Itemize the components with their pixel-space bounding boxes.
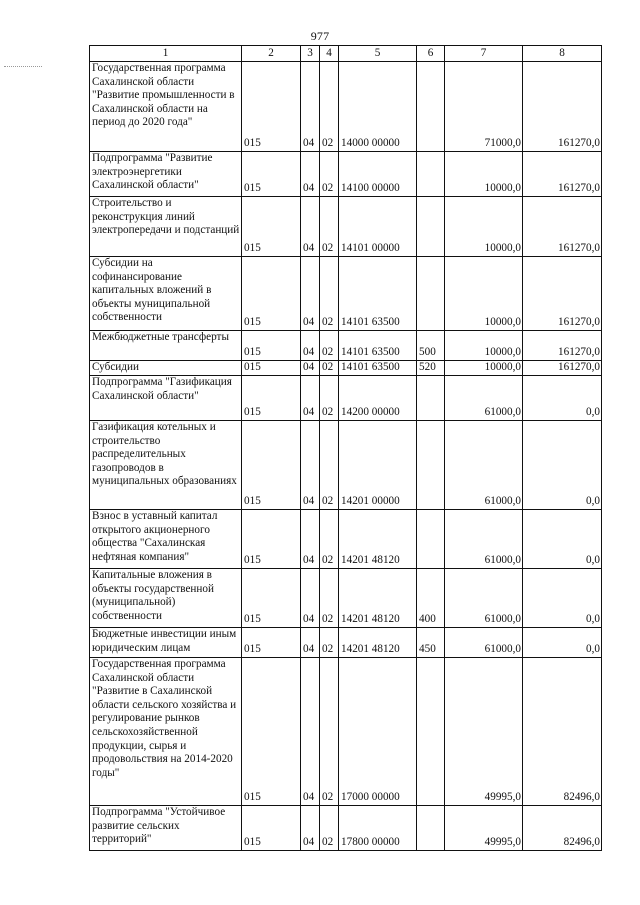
row-code-4: 02 (320, 510, 339, 569)
row-value-7: 49995,0 (445, 658, 523, 806)
table-row (90, 569, 602, 628)
row-code-2: 015 (242, 421, 301, 510)
row-name: Межбюджетные трансферты (90, 331, 242, 361)
row-code-6 (417, 62, 445, 152)
row-name: Газификация котельных и строительство распределительных газопроводов в муниципальных образованиях (90, 421, 242, 510)
row-code-4: 02 (320, 569, 339, 628)
row-code-3: 04 (301, 806, 320, 851)
row-code-3: 04 (301, 569, 320, 628)
row-code-6 (417, 152, 445, 197)
row-code-4: 02 (320, 62, 339, 152)
row-code-2: 015 (242, 62, 301, 152)
row-code-4: 02 (320, 257, 339, 331)
table-row (90, 62, 602, 152)
row-code-6 (417, 510, 445, 569)
row-code-2: 015 (242, 331, 301, 361)
row-code-6 (417, 376, 445, 421)
row-code-5: 14100 00000 (339, 152, 417, 197)
row-name: Бюджетные инвестиции иным юридическим лицам (90, 628, 242, 658)
row-value-8: 0,0 (523, 421, 602, 510)
col-header-6: 6 (417, 46, 445, 62)
col-header-8: 8 (523, 46, 602, 62)
row-code-3: 04 (301, 421, 320, 510)
row-value-7: 49995,0 (445, 806, 523, 851)
row-code-4: 02 (320, 197, 339, 257)
row-code-2: 015 (242, 806, 301, 851)
page-number: 977 (310, 29, 330, 43)
row-code-5: 14101 63500 (339, 257, 417, 331)
row-value-7: 61000,0 (445, 569, 523, 628)
row-code-5: 14101 00000 (339, 197, 417, 257)
row-name: Взнос в уставный капитал открытого акционерного общества "Сахалинская нефтяная компания" (90, 510, 242, 569)
row-code-4: 02 (320, 361, 339, 376)
row-code-4: 02 (320, 628, 339, 658)
row-value-8: 0,0 (523, 376, 602, 421)
row-name: Подпрограмма "Газификация Сахалинской области" (90, 376, 242, 421)
row-value-7: 10000,0 (445, 152, 523, 197)
row-code-3: 04 (301, 510, 320, 569)
row-code-3: 04 (301, 331, 320, 361)
row-value-7: 10000,0 (445, 197, 523, 257)
row-code-2: 015 (242, 361, 301, 376)
row-code-3: 04 (301, 197, 320, 257)
row-code-5: 17800 00000 (339, 806, 417, 851)
row-code-2: 015 (242, 569, 301, 628)
row-code-6: 520 (417, 361, 445, 376)
row-code-3: 04 (301, 62, 320, 152)
row-value-8: 161270,0 (523, 197, 602, 257)
row-code-6 (417, 257, 445, 331)
row-value-8: 161270,0 (523, 331, 602, 361)
row-name: Государственная программа Сахалинской области "Развитие в Сахалинской области сельского хозяйства и регулирование рынков сельскохозяйственной продукции, сырья и продовольствия на 2014-2020 годы" (90, 658, 242, 806)
row-value-8: 161270,0 (523, 62, 602, 152)
col-header-4: 4 (320, 46, 339, 62)
col-header-7: 7 (445, 46, 523, 62)
row-value-8: 0,0 (523, 569, 602, 628)
row-code-4: 02 (320, 152, 339, 197)
row-code-4: 02 (320, 806, 339, 851)
col-header-1: 1 (90, 46, 242, 62)
row-code-5: 14101 63500 (339, 331, 417, 361)
row-code-4: 02 (320, 331, 339, 361)
row-code-3: 04 (301, 257, 320, 331)
col-header-2: 2 (242, 46, 301, 62)
table-row (90, 628, 602, 658)
row-code-4: 02 (320, 376, 339, 421)
table-row (90, 197, 602, 257)
row-value-7: 61000,0 (445, 628, 523, 658)
table-row (90, 152, 602, 197)
budget-table (89, 45, 602, 851)
row-value-8: 161270,0 (523, 361, 602, 376)
row-value-7: 61000,0 (445, 421, 523, 510)
row-code-2: 015 (242, 628, 301, 658)
col-header-5: 5 (339, 46, 417, 62)
row-name: Субсидии на софинансирование капитальных вложений в объекты муниципальной собственности (90, 257, 242, 331)
row-code-3: 04 (301, 628, 320, 658)
row-value-7: 61000,0 (445, 376, 523, 421)
table-row (90, 806, 602, 851)
row-code-3: 04 (301, 361, 320, 376)
row-value-7: 10000,0 (445, 257, 523, 331)
row-code-6: 400 (417, 569, 445, 628)
table-row (90, 376, 602, 421)
row-code-6 (417, 658, 445, 806)
row-name: Государственная программа Сахалинской области "Развитие промышленности в Сахалинской области на период до 2020 года" (90, 62, 242, 152)
row-code-2: 015 (242, 197, 301, 257)
row-value-8: 161270,0 (523, 152, 602, 197)
row-code-6 (417, 197, 445, 257)
row-value-7: 10000,0 (445, 361, 523, 376)
row-value-8: 0,0 (523, 510, 602, 569)
table-row (90, 421, 602, 510)
row-code-6: 450 (417, 628, 445, 658)
row-name: Субсидии (90, 361, 242, 376)
table-row (90, 331, 602, 361)
row-code-5: 14201 48120 (339, 569, 417, 628)
row-code-5: 14000 00000 (339, 62, 417, 152)
row-name: Строительство и реконструкция линий электропередачи и подстанций (90, 197, 242, 257)
row-code-3: 04 (301, 152, 320, 197)
row-code-2: 015 (242, 510, 301, 569)
table-row (90, 257, 602, 331)
row-code-4: 02 (320, 421, 339, 510)
row-code-2: 015 (242, 658, 301, 806)
row-code-5: 14201 48120 (339, 510, 417, 569)
row-name: Капитальные вложения в объекты государственной (муниципальной) собственности (90, 569, 242, 628)
row-code-5: 14201 48120 (339, 628, 417, 658)
row-name: Подпрограмма "Устойчивое развитие сельских территорий" (90, 806, 242, 851)
row-value-8: 0,0 (523, 628, 602, 658)
row-code-5: 14201 00000 (339, 421, 417, 510)
row-code-4: 02 (320, 658, 339, 806)
row-value-8: 161270,0 (523, 257, 602, 331)
table-row (90, 361, 602, 376)
row-code-3: 04 (301, 376, 320, 421)
row-code-6 (417, 421, 445, 510)
scan-edge-mark (4, 66, 42, 69)
table-row (90, 658, 602, 806)
row-code-2: 015 (242, 257, 301, 331)
row-value-8: 82496,0 (523, 658, 602, 806)
row-code-5: 14101 63500 (339, 361, 417, 376)
row-code-6: 500 (417, 331, 445, 361)
col-header-3: 3 (301, 46, 320, 62)
row-code-5: 17000 00000 (339, 658, 417, 806)
row-value-7: 61000,0 (445, 510, 523, 569)
table-row (90, 510, 602, 569)
row-code-2: 015 (242, 152, 301, 197)
row-code-6 (417, 806, 445, 851)
row-name: Подпрограмма "Развитие электроэнергетики Сахалинской области" (90, 152, 242, 197)
row-code-5: 14200 00000 (339, 376, 417, 421)
row-code-2: 015 (242, 376, 301, 421)
header-row (90, 46, 602, 62)
row-value-7: 10000,0 (445, 331, 523, 361)
row-code-3: 04 (301, 658, 320, 806)
row-value-7: 71000,0 (445, 62, 523, 152)
row-value-8: 82496,0 (523, 806, 602, 851)
